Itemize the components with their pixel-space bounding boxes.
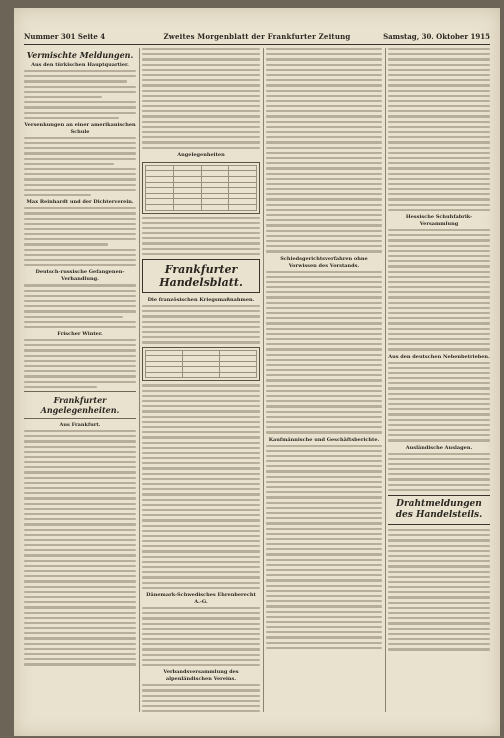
column-divider	[139, 48, 140, 712]
article-heading: Frischer Winter.	[57, 331, 103, 338]
article-text	[266, 271, 382, 434]
article-heading: Versenkungen an einer amerikanischen Schule	[24, 121, 136, 135]
article-text	[266, 48, 382, 253]
section-title: Vermischte Meldungen.	[26, 50, 134, 60]
article-text	[388, 362, 490, 442]
section-banner: Drahtmeldungen des Handelsteils.	[388, 495, 490, 525]
section-banner: Frankfurter Handelsblatt.	[142, 259, 260, 293]
newspaper-title: Zweites Morgenblatt der Frankfurter Zeitung	[163, 32, 351, 41]
article-heading: Verbandsversammlung des alpenländischen Vereins.	[163, 669, 239, 683]
section-title: Frankfurter Angelegenheiten.	[40, 394, 120, 415]
article-text	[142, 607, 260, 666]
article-heading: Hessische Schuhfabrik-Versammlung	[405, 214, 473, 227]
article-heading: Kaufmännische und Geschäftsberichte.	[268, 436, 380, 443]
issue-number: Nummer 301 Seite 4	[24, 32, 106, 41]
article-heading: Aus den deutschen Nebenbetrieben.	[388, 353, 490, 360]
article-text	[266, 445, 382, 650]
article-text	[388, 48, 490, 211]
market-table	[145, 165, 257, 211]
article-text	[24, 284, 136, 328]
column-2	[142, 48, 260, 712]
article-text	[24, 137, 136, 196]
article-heading: Schiedsgerichtsverfahren ohne Vorwissen des Vorstands.	[280, 255, 368, 269]
article-text	[388, 453, 490, 492]
column-1	[24, 48, 136, 712]
article-heading: Ausländische Auslagen.	[405, 444, 473, 451]
article-text	[24, 70, 136, 119]
article-heading: Aus den türkischen Hauptquartier.	[31, 62, 129, 68]
column-divider	[385, 48, 386, 712]
article-heading: Max Reinhardt und der Dichterverein.	[26, 199, 134, 206]
issue-date: Samstag, 30. Oktober 1915	[383, 32, 490, 41]
newspaper-page	[14, 8, 500, 736]
statistics-table	[145, 350, 257, 379]
divider	[24, 391, 136, 392]
article-heading: Aus Frankfurt.	[59, 421, 101, 428]
article-text	[142, 217, 260, 256]
data-table-box	[142, 162, 260, 214]
article-heading: Die französischen Kriegsmaßnahmen.	[147, 297, 255, 303]
article-heading: Deutsch-russische Gefangenen-Verhandlung.	[35, 269, 125, 283]
divider	[24, 418, 136, 419]
column-3	[266, 48, 382, 712]
article-text	[142, 684, 260, 712]
data-table-box	[142, 347, 260, 382]
article-text	[388, 529, 490, 651]
column-divider	[263, 48, 264, 712]
article-text	[142, 305, 260, 344]
page-header	[24, 30, 490, 45]
article-text	[142, 48, 260, 149]
article-text	[388, 229, 490, 351]
article-heading: Dänemark-Schwedisches Ehrenberecht A.-G.	[146, 591, 256, 605]
column-4	[388, 48, 490, 712]
article-text	[24, 207, 136, 266]
article-text	[142, 384, 260, 589]
article-text	[24, 339, 136, 388]
article-heading: Angelegenheiten	[177, 151, 225, 158]
article-text	[24, 430, 136, 666]
